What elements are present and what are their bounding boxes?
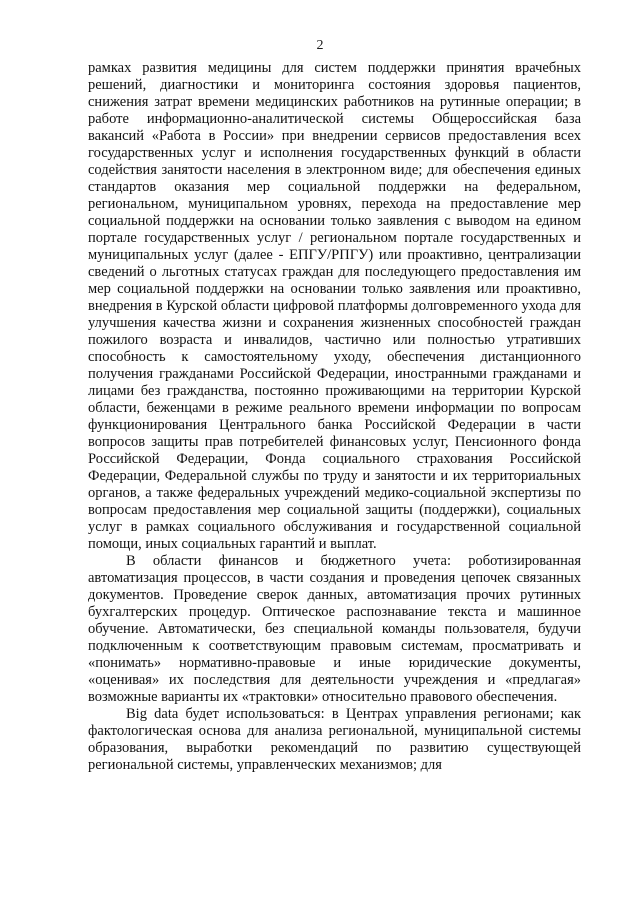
- paragraph-social-services: рамках развития медицины для систем поддержки принятия врачебных решений, диагностики и мониторинга состояния здоровья пациентов, снижения затрат времени медицинских работников на рутинные операции; в работе информационно-аналитической системы Общероссийская база вакансий «Работа в России» при внедрении сервисов предоставления всех государственных услуг и исполнения государственных функций в области содействия занятости населения в электронном виде; для обеспечения единых стандартов оказания мер социальной поддержки на федеральном, региональном, муниципальном уровнях, перехода на предоставление мер социальной поддержки на основании только заявления с выводом на едином портале государственных услуг / региональном портале государственных и муниципальных услуг (далее - ЕПГУ/РПГУ) или проактивно, централизации сведений о льготных статусах граждан для последующего предоставления им мер социальной поддержки на основании только заявления или проактивно, внедрения в Курской области цифровой платформы долговременного ухода для улучшения качества жизни и сохранения жизненных способностей граждан пожилого возраста и инвалидов, частично или полностью утративших способность к самостоятельному уходу, обеспечения дистанционного получения гражданами Российской Федерации, иностранными гражданами и лицами без гражданства, постоянно проживающими на территории Курской области, беженцами в режиме реального времени информации по вопросам функционирования Центрального банка Российской Федерации в части вопросов защиты прав потребителей финансовых услуг, Пенсионного фонда Российской Федерации, Фонда социального страхования Российской Федерации, Федеральной службы по труду и занятости и их территориальных органов, а также федеральных учреждений медико-социальной экспертизы по вопросам предоставления мер социальной защиты (поддержки), социальных услуг в рамках социального обслуживания и государственной социальной помощи, иных социальных гарантий и выплат.: [88, 60, 581, 552]
- paragraph-big-data: Big data будет использоваться: в Центрах управления регионами; как фактологическая основа для анализа региональной, муниципальной системы образования, выработки рекомендаций по развитию существующей региональной системы, управленческих механизмов; для: [88, 706, 581, 773]
- paragraph-finance-accounting: В области финансов и бюджетного учета: роботизированная автоматизация процессов, в части создания и проведения цепочек связанных документов. Проведение сверок данных, автоматизация прочих рутинных бухгалтерских процедур. Оптическое распознавание текста и машинное обучение. Автоматически, без специальной команды пользователя, будучи подключенным к соответствующим правовым системам, просматривать и «понимать» нормативно-правовые и иные юридические документы, «оценивая» их последствия для деятельности учреждения и «предлагая» возможные варианты их «трактовки» относительно правового обеспечения.: [88, 553, 581, 705]
- page-number: 2: [316, 38, 324, 53]
- document-body: [88, 60, 581, 774]
